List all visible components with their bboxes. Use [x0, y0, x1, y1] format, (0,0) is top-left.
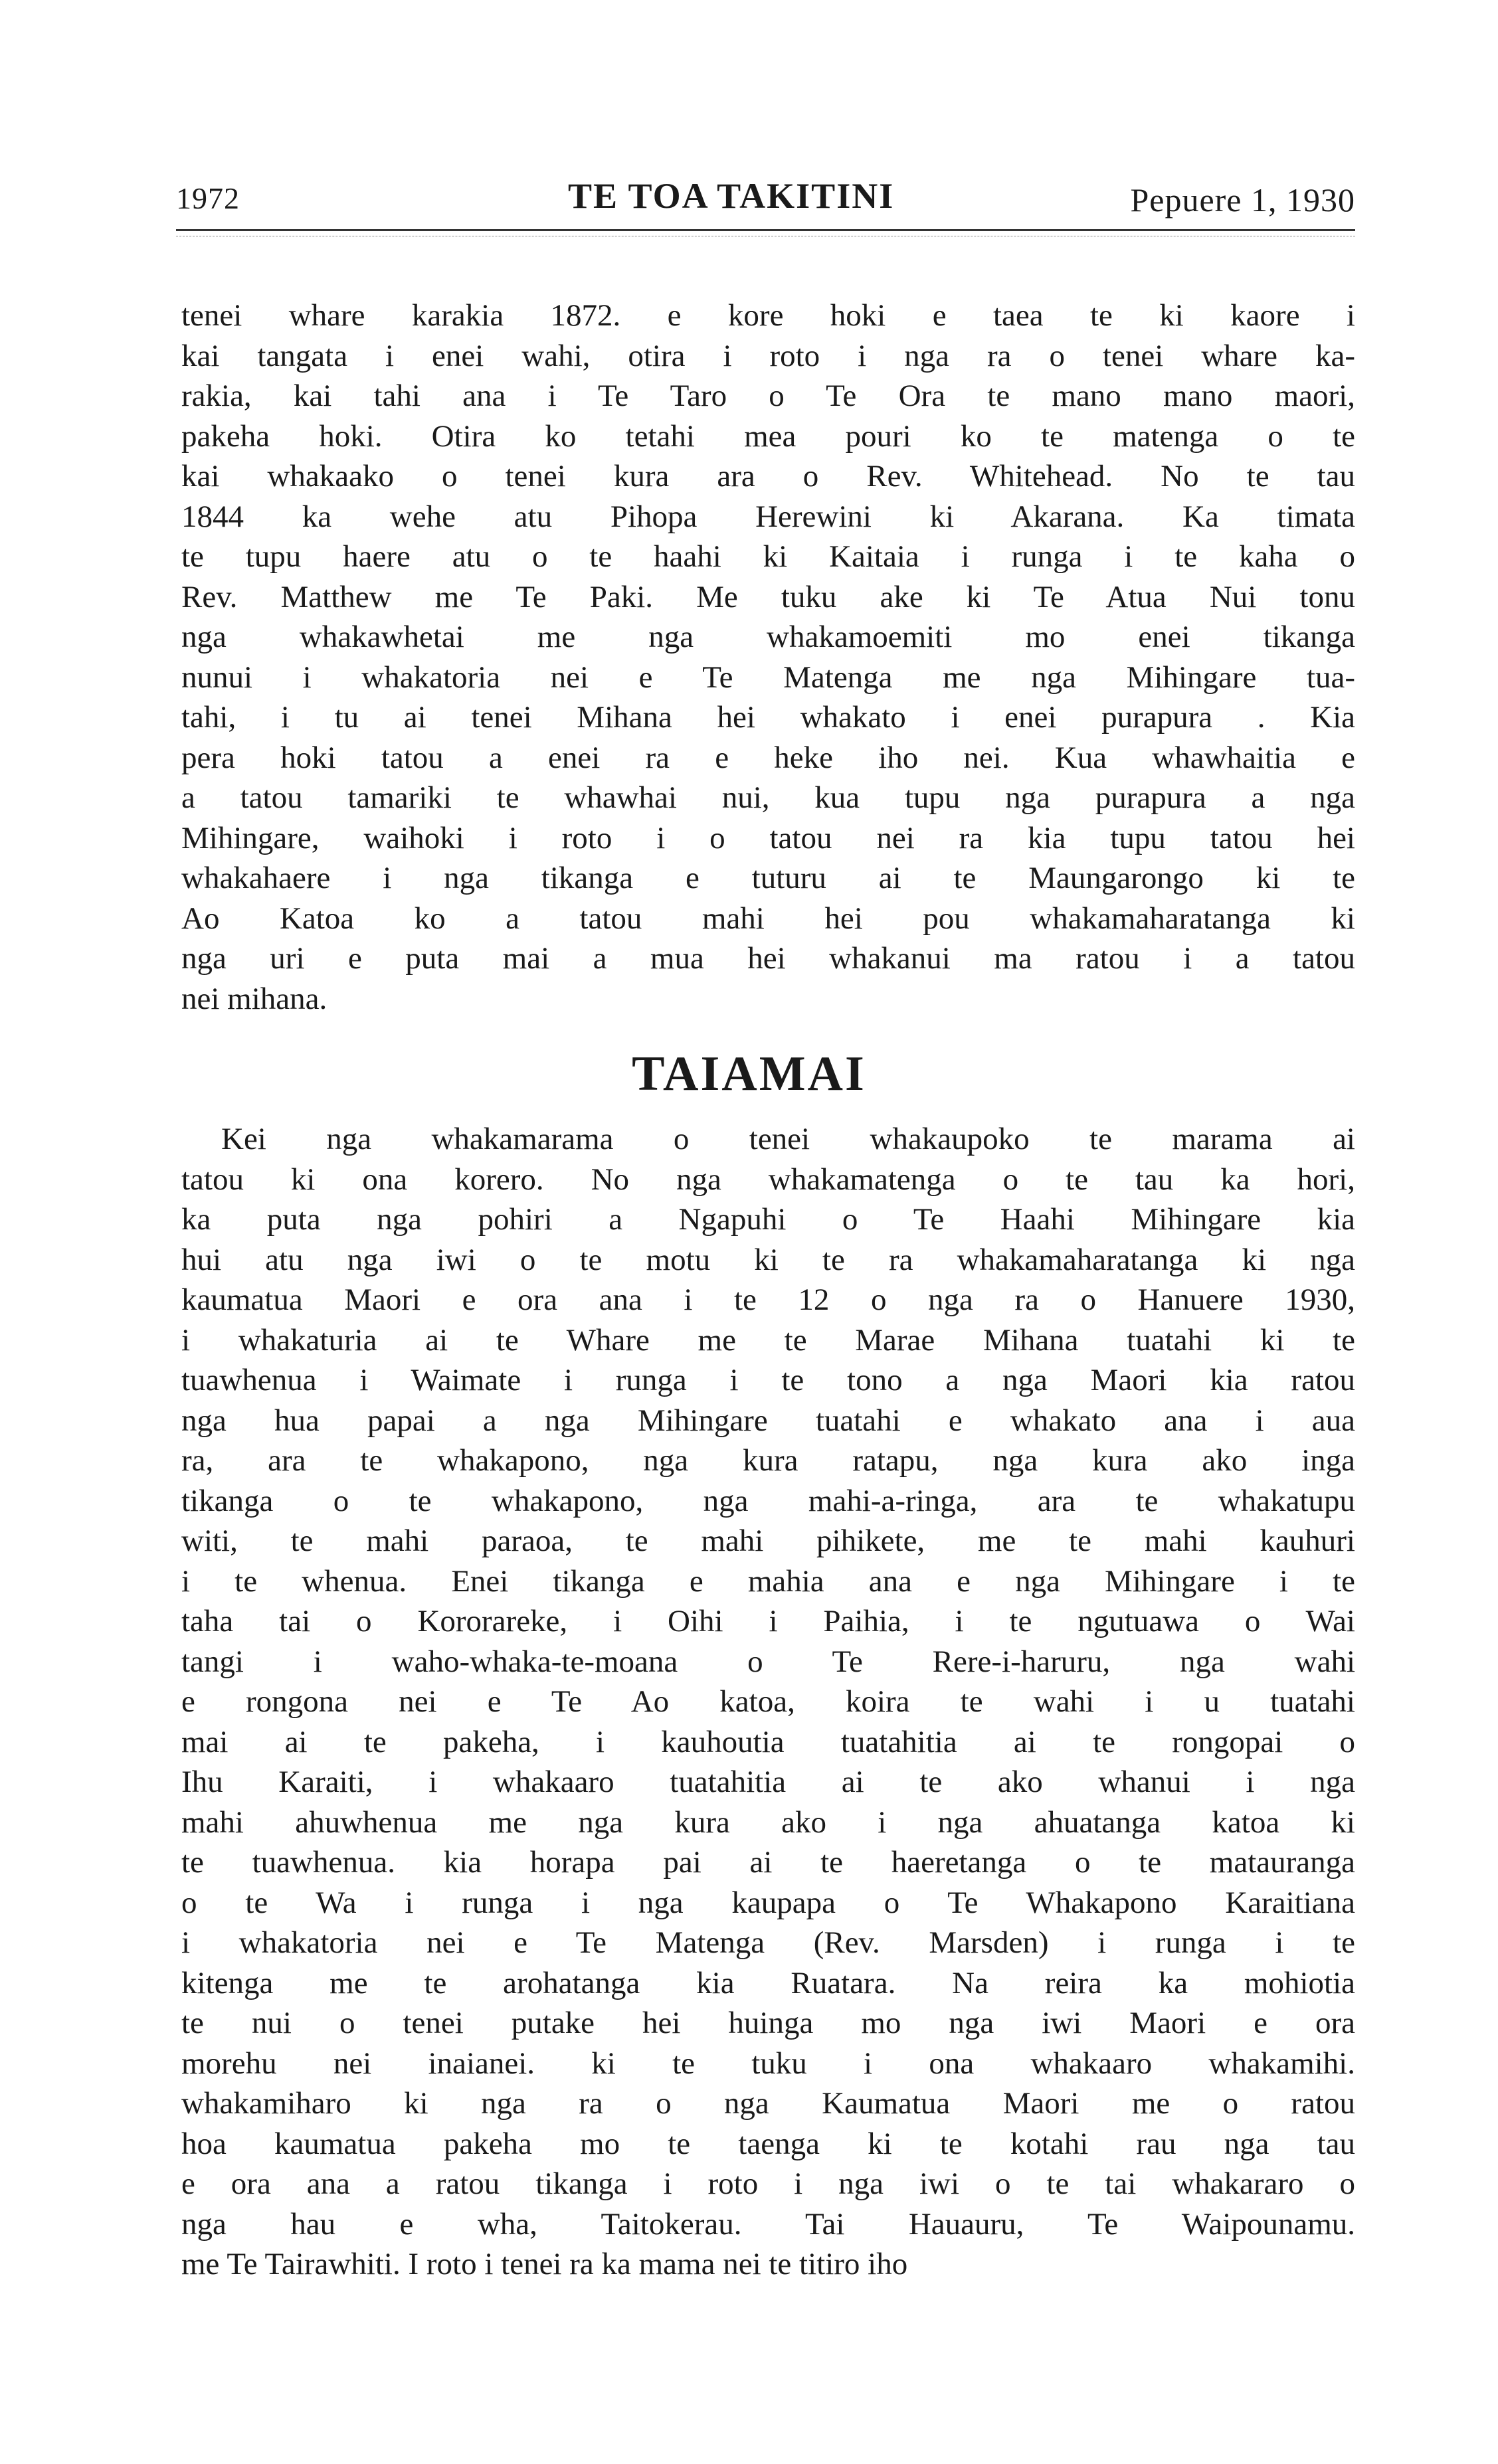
paragraph-continued	[181, 296, 1355, 1019]
text-line: kitenga me te arohatanga kia Ruatara. Na reira ka mohiotia	[181, 1965, 1355, 2000]
publication-title: TE TOA TAKITINI	[568, 176, 895, 216]
text-line: 1844 ka wehe atu Pihopa Herewini ki Akarana. Ka timata	[181, 499, 1355, 534]
paragraph-taiamai	[181, 1119, 1355, 2285]
text-line: tangi i waho-whaka-te-moana o Te Rere-i-haruru, nga wahi	[181, 1644, 1355, 1679]
text-line: nga uri e puta mai a mua hei whakanui ma ratou i a tatou	[181, 941, 1355, 976]
text-line: tenei whare karakia 1872. e kore hoki e taea te ki kaore i	[181, 298, 1355, 333]
section-heading: TAIAMAI	[632, 1047, 866, 1101]
text-line: taha tai o Kororareke, i Oihi i Paihia, i te ngutuawa o Wai	[181, 1604, 1355, 1638]
text-line: ka puta nga pohiri a Ngapuhi o Te Haahi Mihingare kia	[181, 1202, 1355, 1237]
text-line: hui atu nga iwi o te motu ki te ra whakamaharatanga ki nga	[181, 1242, 1355, 1277]
text-line: te tupu haere atu o te haahi ki Kaitaia i runga i te kaha o	[181, 539, 1355, 574]
text-line: hoa kaumatua pakeha mo te taenga ki te kotahi rau nga tau	[181, 2126, 1355, 2161]
header-rule	[176, 229, 1355, 231]
text-line: Mihingare, waihoki i roto i o tatou nei ra kia tupu tatou hei	[181, 820, 1355, 855]
text-line: nunui i whakatoria nei e Te Matenga me nga Mihingare tua-	[181, 660, 1355, 695]
text-line: Ao Katoa ko a tatou mahi hei pou whakamaharatanga ki	[181, 901, 1355, 936]
text-line: tahi, i tu ai tenei Mihana hei whakato i enei purapura . Kia	[181, 700, 1355, 735]
text-line: kai whakaako o tenei kura ara o Rev. Whitehead. No te tau	[181, 459, 1355, 493]
text-line: te tuawhenua. kia horapa pai ai te haeretanga o te matauranga	[181, 1845, 1355, 1880]
text-line: me Te Tairawhiti. I roto i tenei ra ka mama nei te titiro iho	[181, 2247, 908, 2281]
text-line: nei mihana.	[181, 981, 328, 1016]
text-line: tatou ki ona korero. No nga whakamatenga o te tau ka hori,	[181, 1162, 1355, 1197]
text-line: nga hau e wha, Taitokerau. Tai Hauauru, Te Waipounamu.	[181, 2206, 1355, 2242]
text-line: nga whakawhetai me nga whakamoemiti mo enei tikanga	[181, 620, 1355, 654]
text-line: te nui o tenei putake hei huinga mo nga iwi Maori e ora	[181, 2006, 1355, 2040]
text-line: Rev. Matthew me Te Paki. Me tuku ake ki Te Atua Nui tonu	[181, 579, 1355, 614]
text-line: pakeha hoki. Otira ko tetahi mea pouri ko te matenga o te	[181, 418, 1355, 454]
text-line: i whakatoria nei e Te Matenga (Rev. Marsden) i runga i te	[181, 1925, 1355, 1960]
text-line: mahi ahuwhenua me nga kura ako i nga ahuatanga katoa ki	[181, 1804, 1355, 1840]
issue-date: Pepuere 1, 1930	[1130, 181, 1355, 219]
text-line: tikanga o te whakapono, nga mahi-a-ringa, ara te whakatupu	[181, 1483, 1355, 1518]
page-number: 1972	[176, 181, 240, 215]
text-line: Ihu Karaiti, i whakaaro tuatahitia ai te ako whanui i nga	[181, 1765, 1355, 1799]
text-line: whakamiharo ki nga ra o nga Kaumatua Maori me o ratou	[181, 2086, 1355, 2121]
text-line: a tatou tamariki te whawhai nui, kua tupu nga purapura a nga	[181, 780, 1355, 815]
text-line: nga hua papai a nga Mihingare tuatahi e whakato ana i aua	[181, 1403, 1355, 1438]
text-line: e rongona nei e Te Ao katoa, koira te wahi i u tuatahi	[181, 1684, 1355, 1719]
text-line: o te Wa i runga i nga kaupapa o Te Whakapono Karaitiana	[181, 1885, 1355, 1920]
text-line: i te whenua. Enei tikanga e mahia ana e nga Mihingare i te	[181, 1563, 1355, 1599]
text-line: Kei nga whakamarama o tenei whakaupoko te marama ai	[221, 1122, 1355, 1156]
text-line: pera hoki tatou a enei ra e heke iho nei. Kua whawhaitia e	[181, 740, 1355, 775]
text-line: tuawhenua i Waimate i runga i te tono a nga Maori kia ratou	[181, 1363, 1355, 1397]
running-head	[176, 174, 1355, 220]
text-line: mai ai te pakeha, i kauhoutia tuatahitia ai te rongopai o	[181, 1724, 1355, 1759]
text-line: ra, ara te whakapono, nga kura ratapu, nga kura ako inga	[181, 1443, 1355, 1478]
text-line: kaumatua Maori e ora ana i te 12 o nga ra o Hanuere 1930,	[181, 1282, 1355, 1317]
text-line: whakahaere i nga tikanga e tuturu ai te Maungarongo ki te	[181, 861, 1355, 895]
text-line: witi, te mahi paraoa, te mahi pihikete, me te mahi kauhuri	[181, 1524, 1355, 1558]
text-line: i whakaturia ai te Whare me te Marae Mihana tuatahi ki te	[181, 1322, 1355, 1358]
text-line: kai tangata i enei wahi, otira i roto i nga ra o tenei whare ka-	[181, 338, 1355, 373]
text-line: rakia, kai tahi ana i Te Taro o Te Ora te mano mano maori,	[181, 379, 1355, 413]
text-line: morehu nei inaianei. ki te tuku i ona whakaaro whakamihi.	[181, 2046, 1355, 2081]
text-line: e ora ana a ratou tikanga i roto i nga iwi o te tai whakararo o	[181, 2166, 1355, 2201]
